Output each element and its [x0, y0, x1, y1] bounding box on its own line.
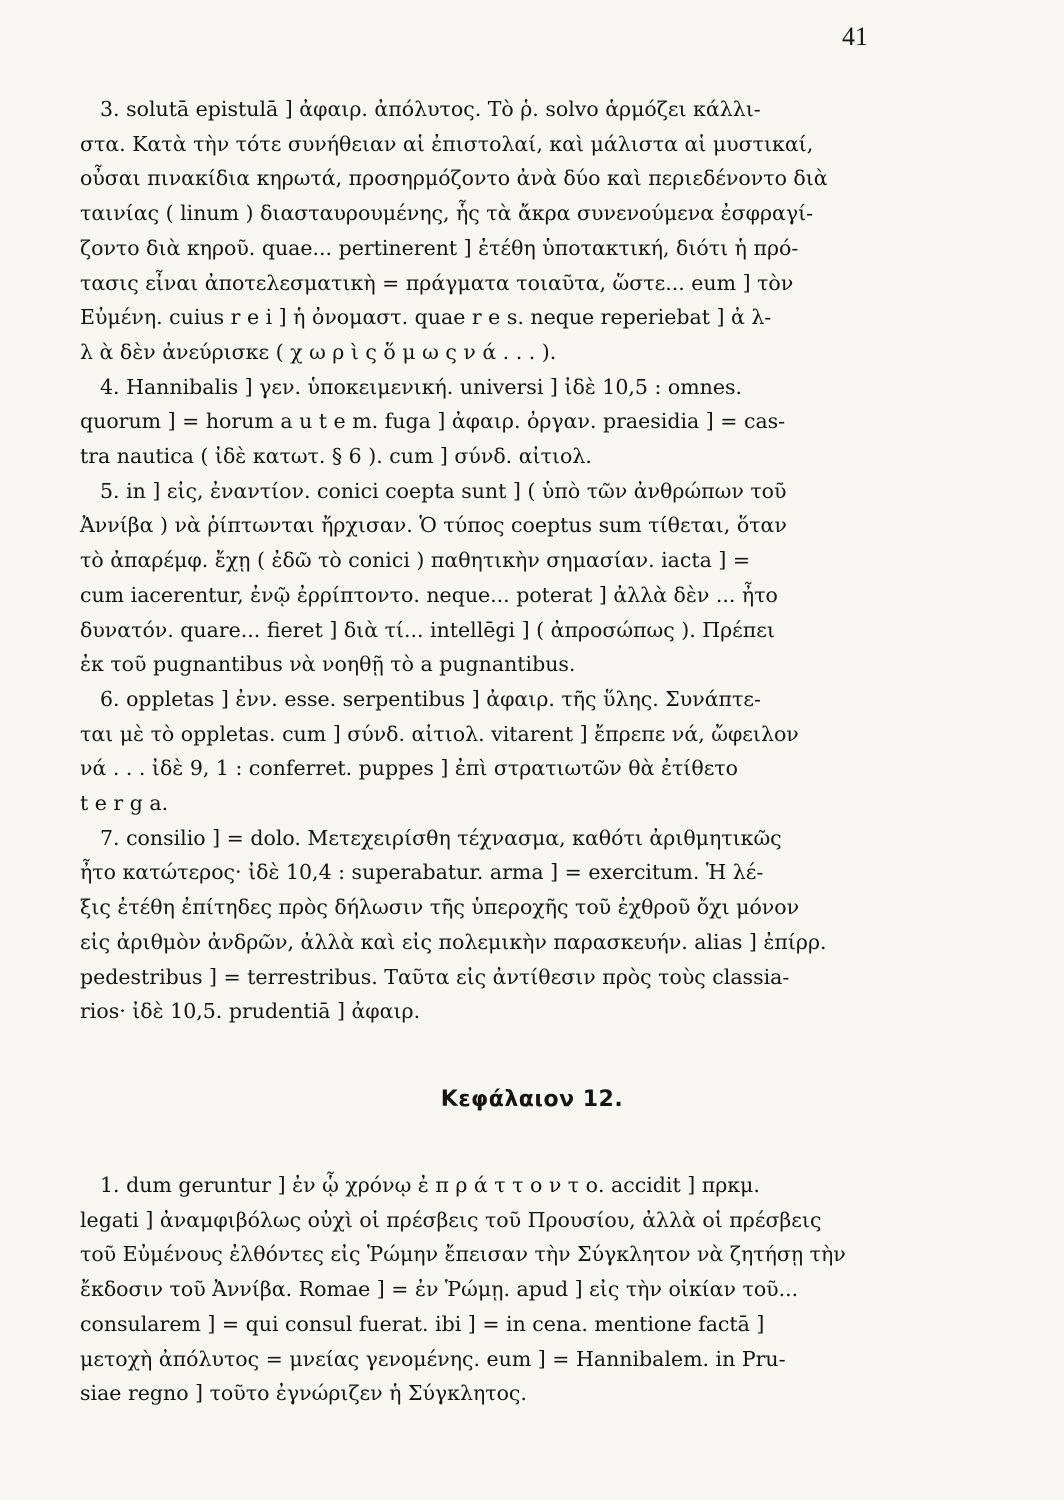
text-line: rios· ἰδὲ 10,5. prudentiā ] ἀφαιρ. — [80, 999, 421, 1024]
text-line: 6. oppletas ] ἐνν. esse. serpentibus ] ἀφαιρ. τῆς ὕλης. Συνάπτε- — [100, 686, 761, 711]
commentary-section-chapter-12 — [80, 1168, 875, 1411]
text-line: ζοντο διὰ κηροῦ. quae... pertinerent ] ἐτέθη ὑποτακτική, διότι ἡ πρό- — [80, 235, 799, 260]
text-line: ταινίας ( linum ) διασταυρουμένης, ἧς τὰ ἄκρα συνενούμενα ἐσφραγί- — [80, 201, 814, 226]
text-line: στα. Κατὰ τὴν τότε συνήθειαν αἱ ἐπιστολαί, καὶ μάλιστα αἱ μυστικαί, — [80, 131, 814, 156]
text-line: cum iacerentur, ἐνῷ ἐρρίπτοντο. neque... poterat ] ἀλλὰ δὲν ... ἦτο — [80, 582, 778, 607]
text-line: ξις ἐτέθη ἐπίτηδες πρὸς δήλωσιν τῆς ὑπεροχῆς τοῦ ἐχθροῦ ὄχι μόνον — [80, 895, 800, 920]
text-line: τασις εἶναι ἀποτελεσματικὴ = πράγματα τοιαῦτα, ὥστε... eum ] τὸν — [80, 270, 794, 295]
page-number: 41 — [842, 22, 868, 51]
text-line: τοῦ Εὐμένους ἐλθόντες εἰς Ῥώμην ἔπεισαν τὴν Σύγκλητον νὰ ζητήσῃ τὴν — [80, 1242, 846, 1267]
text-line: quorum ] = horum a u t e m. fuga ] ἀφαιρ. ὀργαν. praesidia ] = cas- — [80, 409, 786, 434]
text-line: consularem ] = qui consul fuerat. ibi ] = in cena. mentione factā ] — [80, 1311, 765, 1336]
text-line: legati ] ἀναμφιβόλως οὐχὶ οἱ πρέσβεις τοῦ Προυσίου, ἀλλὰ οἱ πρέσβεις — [80, 1207, 822, 1232]
chapter-heading: Κεφάλαιον 12. — [440, 1087, 624, 1112]
text-line: ἦτο κατώτερος· ἰδὲ 10,4 : superabatur. arma ] = exercitum. Ἡ λέ- — [80, 860, 764, 885]
text-line: μετοχὴ ἀπόλυτος = μνείας γενομένης. eum ] = Hannibalem. in Pru- — [80, 1346, 786, 1371]
text-line: εἰς ἀριθμὸν ἀνδρῶν, ἀλλὰ καὶ εἰς πολεμικὴν παρασκευήν. alias ] ἐπίρρ. — [80, 929, 827, 954]
text-line: Ἀννίβα ) νὰ ῥίπτωνται ἤρχισαν. Ὁ τύπος coeptus sum τίθεται, ὅταν — [80, 513, 787, 538]
text-line: οὖσαι πινακίδια κηρωτά, προσηρμόζοντο ἀνὰ δύο καὶ περιεδένοντο διὰ — [80, 166, 828, 191]
text-line: τὸ ἀπαρέμφ. ἔχῃ ( ἐδῶ τὸ conici ) παθητικὴν σημασίαν. iacta ] = — [80, 548, 751, 573]
text-line: Εὐμένη. cuius r e i ] ἡ ὀνομαστ. quae r e s. neque reperiebat ] ἀ λ- — [80, 305, 772, 330]
text-line: siae regno ] τοῦτο ἐγνώριζεν ἡ Σύγκλητος. — [80, 1381, 527, 1406]
text-line: ἐκ τοῦ pugnantibus νὰ νοηθῇ τὸ a pugnantibus. — [80, 652, 576, 677]
text-line: δυνατόν. quare... fieret ] διὰ τί... intellēgi ] ( ἀπροσώπως ). Πρέπει — [80, 617, 775, 642]
text-line: tra nautica ( ἰδὲ κατωτ. § 6 ). cum ] σύνδ. αἰτιολ. — [80, 444, 592, 469]
commentary-section-chapter-11 — [80, 92, 875, 1029]
text-line: 3. solutā epistulā ] ἀφαιρ. ἀπόλυτος. Τὸ ῥ. solvo ἁρμόζει κάλλι- — [100, 97, 761, 121]
text-line: t e r g a. — [80, 791, 169, 816]
text-line: 5. in ] εἰς, ἐναντίον. conici coepta sunt ] ( ὑπὸ τῶν ἀνθρώπων τοῦ — [100, 478, 787, 503]
text-line: 7. consilio ] = dolo. Μετεχειρίσθη τέχνασμα, καθότι ἀριθμητικῶς — [100, 825, 782, 850]
text-line: 4. Hannibalis ] γεν. ὑποκειμενική. universi ] ἰδὲ 10,5 : omnes. — [100, 374, 743, 399]
text-line: νά . . . ἰδὲ 9, 1 : conferret. puppes ] ἐπὶ στρατιωτῶν θὰ ἐτίθετο — [80, 756, 738, 781]
text-line: 1. dum geruntur ] ἐν ᾧ χρόνῳ ἐ π ρ ά τ τ ο ν τ ο. accidit ] πρκμ. — [100, 1173, 760, 1197]
text-line: pedestribus ] = terrestribus. Ταῦτα εἰς ἀντίθεσιν πρὸς τοὺς classia- — [80, 964, 790, 989]
text-line: ἔκδοσιν τοῦ Ἀννίβα. Romae ] = ἐν Ῥώμῃ. apud ] εἰς τὴν οἰκίαν τοῦ... — [80, 1277, 799, 1302]
text-line: λ ὰ δὲν ἀνεύρισκε ( χ ω ρ ὶ ς ὅ μ ω ς ν ά . . . ). — [80, 339, 557, 364]
text-line: ται μὲ τὸ oppletas. cum ] σύνδ. αἰτιολ. vitarent ] ἔπρεπε νά, ὤφειλον — [80, 721, 799, 746]
